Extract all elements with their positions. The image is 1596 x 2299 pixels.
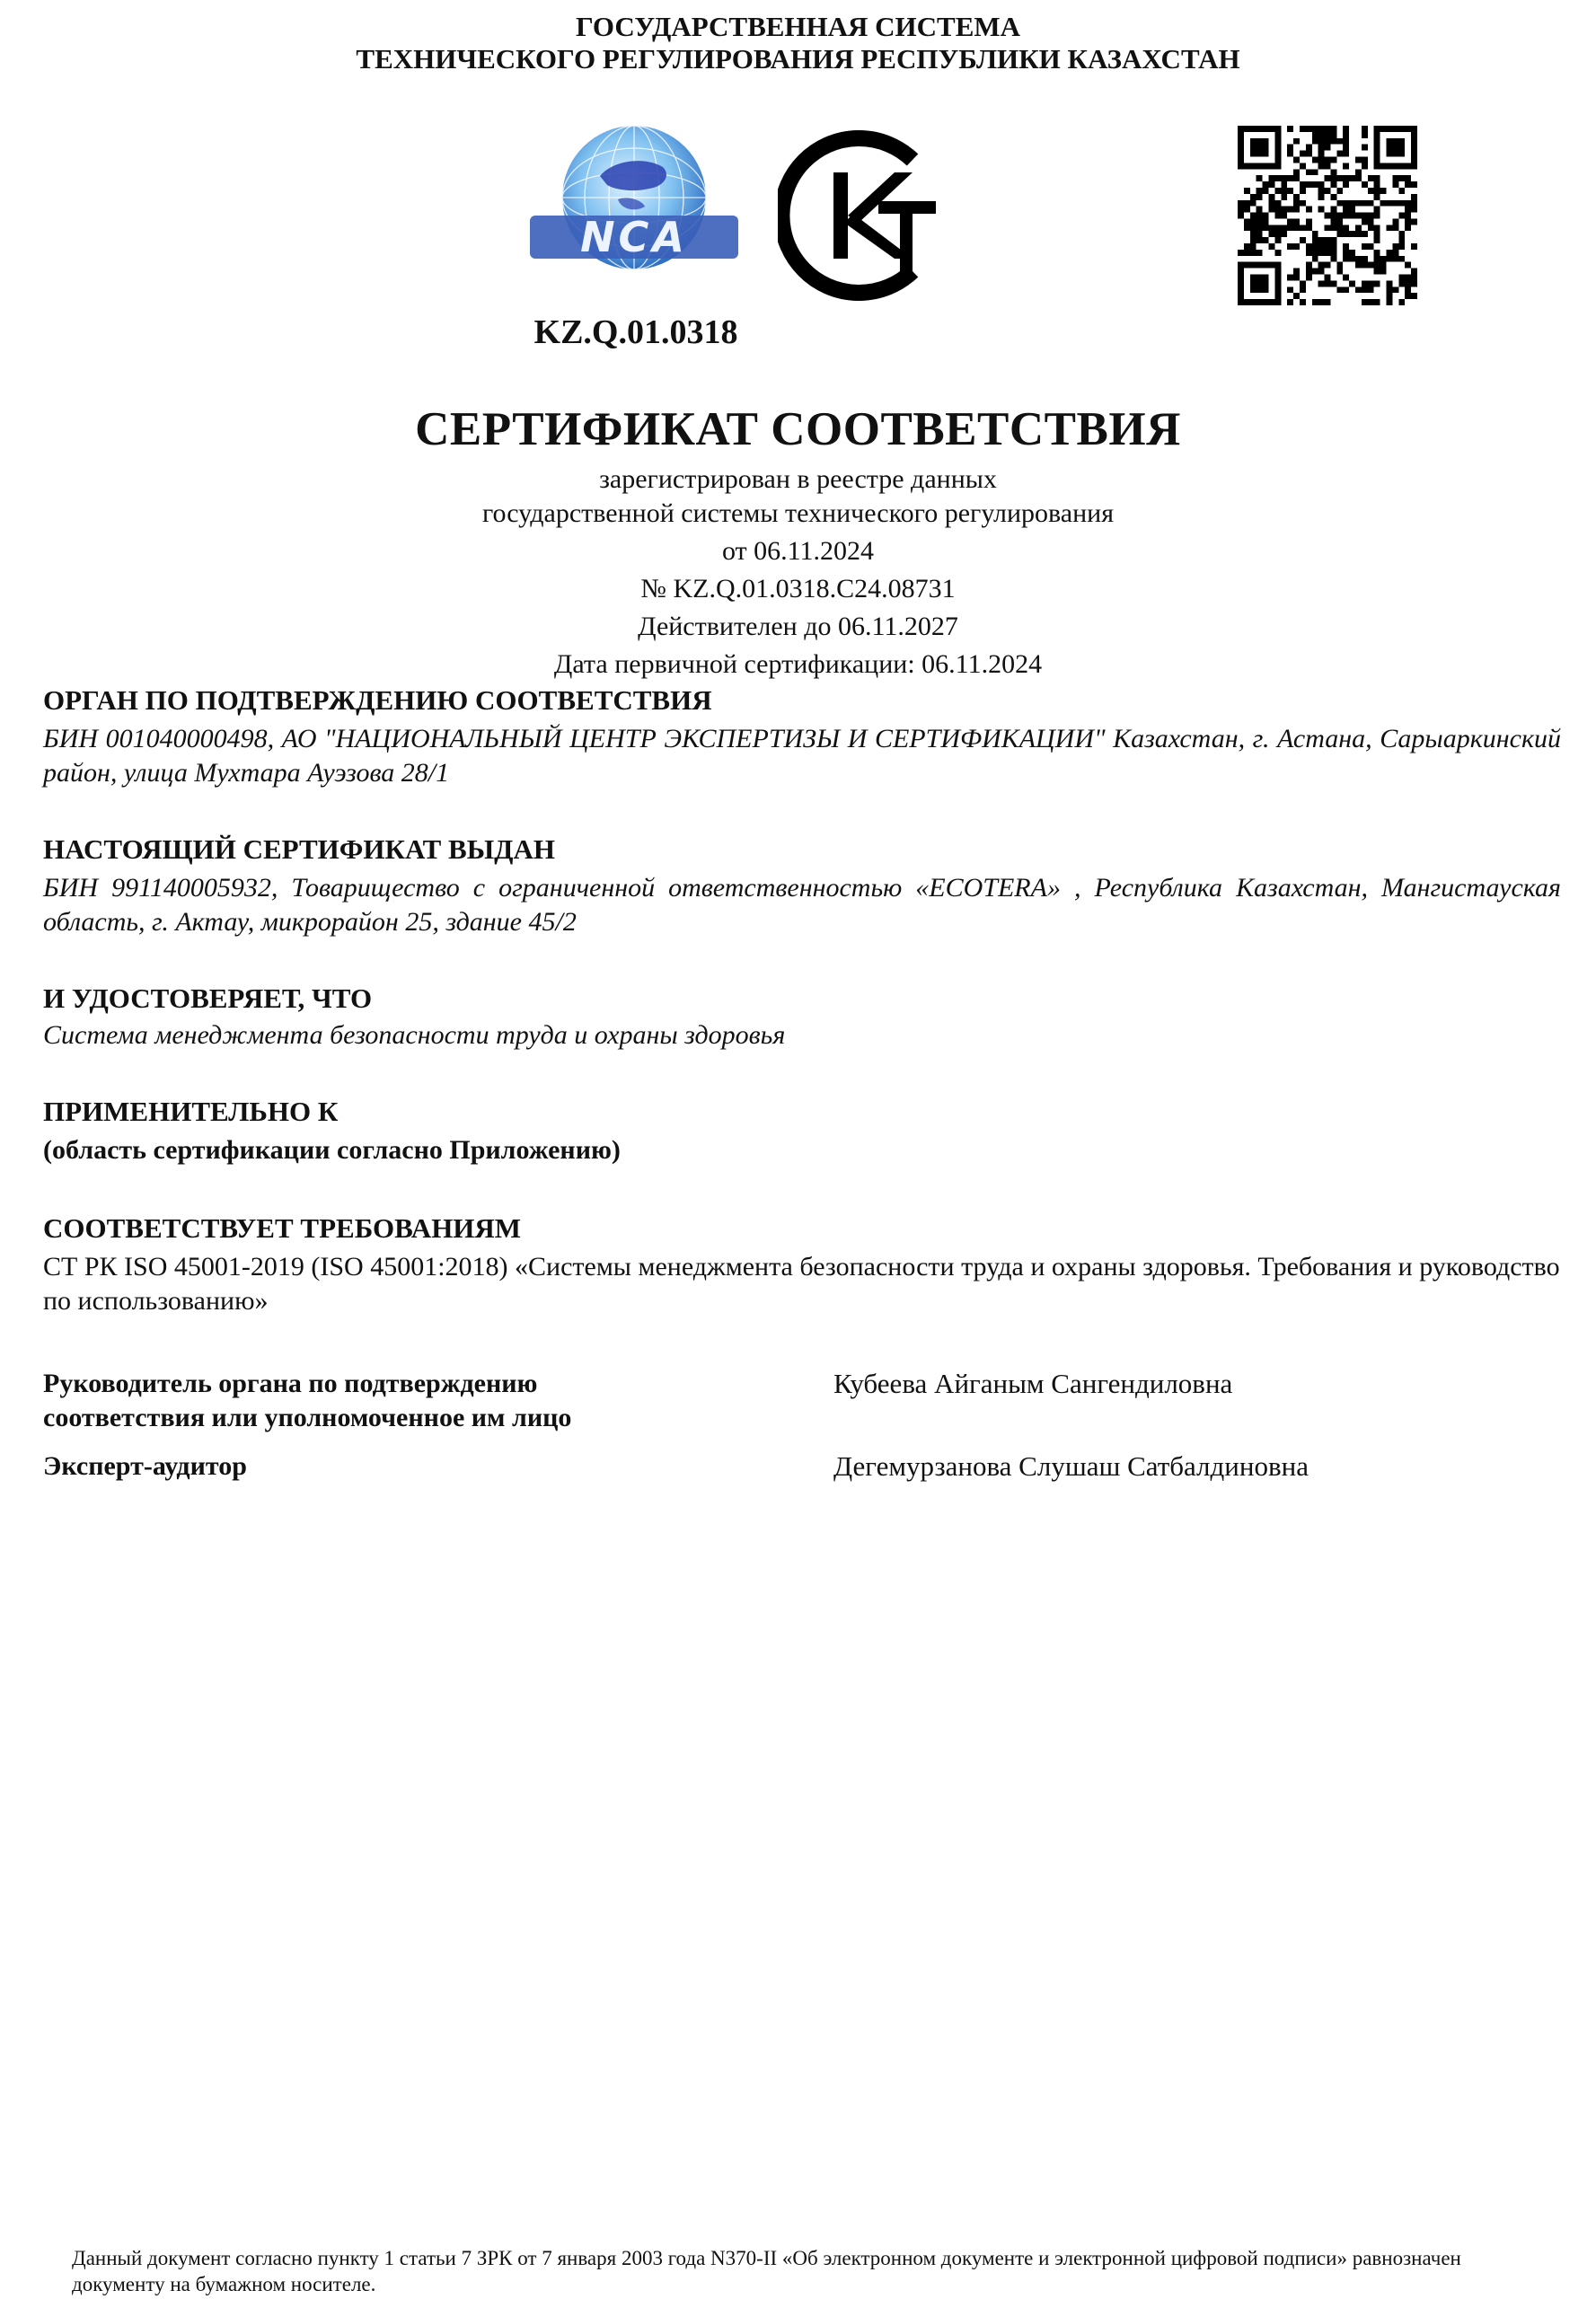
- section-heading-certifies: И УДОСТОВЕРЯЕТ, ЧТО: [43, 982, 373, 1014]
- section-text-applies: (область сертификации согласно Приложению): [43, 1135, 621, 1165]
- head-signatory-label-line-2: соответствия или уполномоченное им лицо: [43, 1403, 572, 1432]
- section-text-body: БИН 001040000498, АО "НАЦИОНАЛЬНЫЙ ЦЕНТР ЭКСПЕРТИЗЫ И СЕРТИФИКАЦИИ" Казахстан, г. Астана, Сарыаркинский район, улица Мухтара Ауэзова 28/1: [43, 724, 1561, 788]
- head-signatory-label-line-1: Руководитель органа по подтверждению: [43, 1369, 538, 1398]
- header-line-2: ТЕХНИЧЕСКОГО РЕГУЛИРОВАНИЯ РЕСПУБЛИКИ КАЗАХСТАН: [356, 43, 1240, 75]
- section-heading-issued: НАСТОЯЩИЙ СЕРТИФИКАТ ВЫДАН: [43, 833, 556, 865]
- accreditation-code: KZ.Q.01.0318: [533, 313, 738, 351]
- qr-code: [1238, 126, 1417, 305]
- section-text-issued: БИН 991140005932, Товарищество с ограниченной ответственностью «ECOTERA» , Республика Казахстан, Мангистауская область, г. Актау, микрорайон 25, здание 45/2: [43, 873, 1561, 937]
- footer-legal-note: Данный документ согласно пункту 1 статьи 7 ЗРК от 7 января 2003 года N370-II «Об электронном документе и электронной цифровой подписи» равнозначен документу на бумажном носителе.: [72, 2247, 1461, 2295]
- registered-line-2: государственной системы технического регулирования: [481, 498, 1115, 528]
- kt-conformity-mark: [778, 126, 948, 305]
- section-text-complies: СТ РК ISO 45001-2019 (ISO 45001:2018) «Системы менеджмента безопасности труда и охраны здоровья. Требования и руководство по использованию»: [43, 1252, 1560, 1316]
- section-heading-body: ОРГАН ПО ПОДТВЕРЖДЕНИЮ СООТВЕТСТВИЯ: [43, 684, 712, 716]
- auditor-name: Дегемурзанова Слушаш Сатбалдиновна: [833, 1450, 1309, 1482]
- nca-logo-text: NCA: [580, 213, 688, 261]
- head-signatory-name: Кубеева Айганым Сангендиловна: [833, 1368, 1233, 1399]
- header-line-1: ГОСУДАРСТВЕННАЯ СИСТЕМА: [575, 11, 1021, 42]
- registration-date: от 06.11.2024: [721, 536, 875, 566]
- head-signatory-label: [43, 1367, 762, 1435]
- section-heading-complies: СООТВЕТСТВУЕТ ТРЕБОВАНИЯМ: [43, 1212, 522, 1244]
- auditor-label: Эксперт-аудитор: [43, 1451, 247, 1481]
- certificate-title: СЕРТИФИКАТ СООТВЕТСТВИЯ: [415, 403, 1181, 455]
- valid-until: Действителен до 06.11.2027: [638, 612, 958, 641]
- section-heading-applies: ПРИМЕНИТЕЛЬНО К: [43, 1096, 339, 1127]
- section-text-certifies: Система менеджмента безопасности труда и охраны здоровья: [43, 1020, 786, 1050]
- registered-line-1: зарегистрирован в реестре данных: [599, 464, 997, 494]
- nca-globe-logo: [528, 124, 740, 271]
- first-certification-date: Дата первичной сертификации: 06.11.2024: [553, 649, 1043, 679]
- certificate-number: № KZ.Q.01.0318.С24.08731: [640, 574, 956, 603]
